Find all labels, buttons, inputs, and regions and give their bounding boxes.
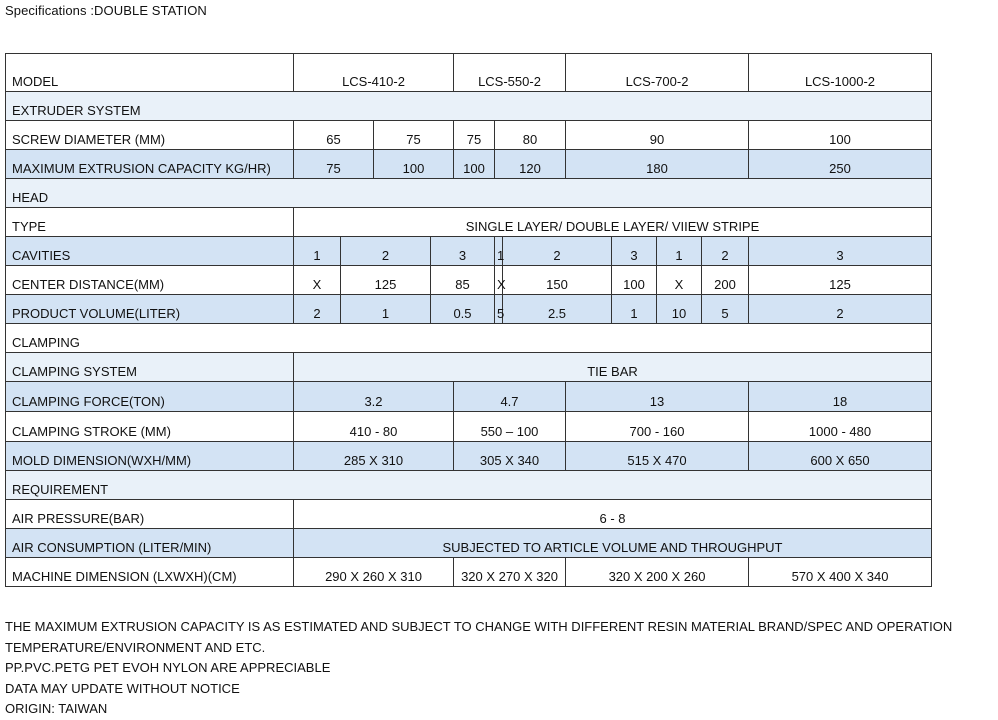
value-cell: X <box>294 266 341 295</box>
section-requirement: REQUIREMENT <box>6 471 932 500</box>
value-cell: 80 <box>495 121 566 150</box>
value-cell: 65 <box>294 121 374 150</box>
value-cell: SUBJECTED TO ARTICLE VOLUME AND THROUGHPUT <box>294 529 932 558</box>
note-line: ORIGIN: TAIWAN <box>5 701 108 716</box>
value-cell: 90 <box>566 121 749 150</box>
value-cell: 5 <box>702 295 749 324</box>
value-cell: 18 <box>749 382 932 412</box>
row-label: MOLD DIMENSION(WXH/MM) <box>6 442 294 471</box>
value-cell: SINGLE LAYER/ DOUBLE LAYER/ VIIEW STRIPE <box>294 208 932 237</box>
row-label: TYPE <box>6 208 294 237</box>
value-cell: 1 <box>612 295 657 324</box>
value-cell: 2 <box>294 295 341 324</box>
model-cell: LCS-410-2 <box>294 54 454 92</box>
value-cell: 100 <box>374 150 454 179</box>
row-label: CLAMPING FORCE(TON) <box>6 382 294 412</box>
value-cell: 120 <box>495 150 566 179</box>
value-cell: 85 <box>431 266 495 295</box>
row-label: AIR CONSUMPTION (LITER/MIN) <box>6 529 294 558</box>
value-cell: TIE BAR <box>294 353 932 382</box>
value-cell: 75 <box>294 150 374 179</box>
value-cell: 1 <box>657 237 702 266</box>
value-cell: 515 X 470 <box>566 442 749 471</box>
value-cell: 600 X 650 <box>749 442 932 471</box>
model-cell: LCS-700-2 <box>566 54 749 92</box>
table-row <box>6 412 932 442</box>
value-cell: 550 – 100 <box>454 412 566 442</box>
model-label: MODEL <box>6 54 294 92</box>
note-line: THE MAXIMUM EXTRUSION CAPACITY IS AS ESTIMATED AND SUBJECT TO CHANGE WITH DIFFERENT RESIN MATERIAL BRAND/SPEC AND OPERATION <box>5 619 953 634</box>
value-cell: 320 X 200 X 260 <box>566 558 749 587</box>
table-row <box>6 382 932 412</box>
row-label: AIR PRESSURE(BAR) <box>6 500 294 529</box>
value-cell: 410 - 80 <box>294 412 454 442</box>
value-cell: 125 <box>749 266 932 295</box>
value-cell: 3 <box>612 237 657 266</box>
value-cell: 180 <box>566 150 749 179</box>
row-label: MACHINE DIMENSION (LXWXH)(CM) <box>6 558 294 587</box>
value-cell: 250 <box>749 150 932 179</box>
section-clamping: CLAMPING <box>6 324 932 353</box>
value-cell: 570 X 400 X 340 <box>749 558 932 587</box>
table-row <box>6 266 932 295</box>
value-cell: X <box>657 266 702 295</box>
value-cell: 320 X 270 X 320 <box>454 558 566 587</box>
section-row <box>6 471 932 500</box>
row-label: CAVITIES <box>6 237 294 266</box>
value-cell: 0.5 <box>431 295 495 324</box>
value-cell: 75 <box>454 121 495 150</box>
note-line: PP.PVC.PETG PET EVOH NYLON ARE APPRECIABLE <box>5 660 331 675</box>
section-head: HEAD <box>6 179 932 208</box>
value-cell: 5 <box>495 295 503 324</box>
value-cell: 200 <box>702 266 749 295</box>
section-row <box>6 92 932 121</box>
value-cell: 100 <box>749 121 932 150</box>
table-row <box>6 529 932 558</box>
value-cell: 700 - 160 <box>566 412 749 442</box>
row-label: MAXIMUM EXTRUSION CAPACITY KG/HR) <box>6 150 294 179</box>
value-cell: 1 <box>495 237 503 266</box>
table-row <box>6 150 932 179</box>
value-cell: 3 <box>431 237 495 266</box>
value-cell: 6 - 8 <box>294 500 932 529</box>
value-cell: 285 X 310 <box>294 442 454 471</box>
value-cell: 100 <box>612 266 657 295</box>
value-cell: 75 <box>374 121 454 150</box>
value-cell: 3.2 <box>294 382 454 412</box>
table-row <box>6 353 932 382</box>
notes-block <box>5 617 952 720</box>
table-row <box>6 500 932 529</box>
table-row <box>6 121 932 150</box>
value-cell: 13 <box>566 382 749 412</box>
value-cell: 2 <box>749 295 932 324</box>
value-cell: 2.5 <box>503 295 612 324</box>
page-title: Specifications :DOUBLE STATION <box>5 3 207 18</box>
table-row <box>6 295 932 324</box>
table-row <box>6 237 932 266</box>
model-cell: LCS-550-2 <box>454 54 566 92</box>
model-row <box>6 54 932 92</box>
row-label: CLAMPING STROKE (MM) <box>6 412 294 442</box>
value-cell: 1000 - 480 <box>749 412 932 442</box>
value-cell: 125 <box>341 266 431 295</box>
model-cell: LCS-1000-2 <box>749 54 932 92</box>
value-cell: 2 <box>341 237 431 266</box>
value-cell: 1 <box>294 237 341 266</box>
table-row <box>6 442 932 471</box>
value-cell: 2 <box>503 237 612 266</box>
value-cell: 290 X 260 X 310 <box>294 558 454 587</box>
value-cell: 150 <box>503 266 612 295</box>
note-line: TEMPERATURE/ENVIRONMENT AND ETC. <box>5 639 266 655</box>
section-row <box>6 179 932 208</box>
value-cell: 100 <box>454 150 495 179</box>
value-cell: 4.7 <box>454 382 566 412</box>
row-label: PRODUCT VOLUME(LITER) <box>6 295 294 324</box>
spec-table <box>5 53 932 587</box>
row-label: CENTER DISTANCE(MM) <box>6 266 294 295</box>
row-label: SCREW DIAMETER (MM) <box>6 121 294 150</box>
value-cell: X <box>495 266 503 295</box>
table-row <box>6 208 932 237</box>
row-label: CLAMPING SYSTEM <box>6 353 294 382</box>
note-line: DATA MAY UPDATE WITHOUT NOTICE <box>5 680 240 696</box>
value-cell: 3 <box>749 237 932 266</box>
value-cell: 10 <box>657 295 702 324</box>
value-cell: 305 X 340 <box>454 442 566 471</box>
table-row <box>6 558 932 587</box>
section-row <box>6 324 932 353</box>
section-extruder: EXTRUDER SYSTEM <box>6 92 932 121</box>
value-cell: 1 <box>341 295 431 324</box>
value-cell: 2 <box>702 237 749 266</box>
